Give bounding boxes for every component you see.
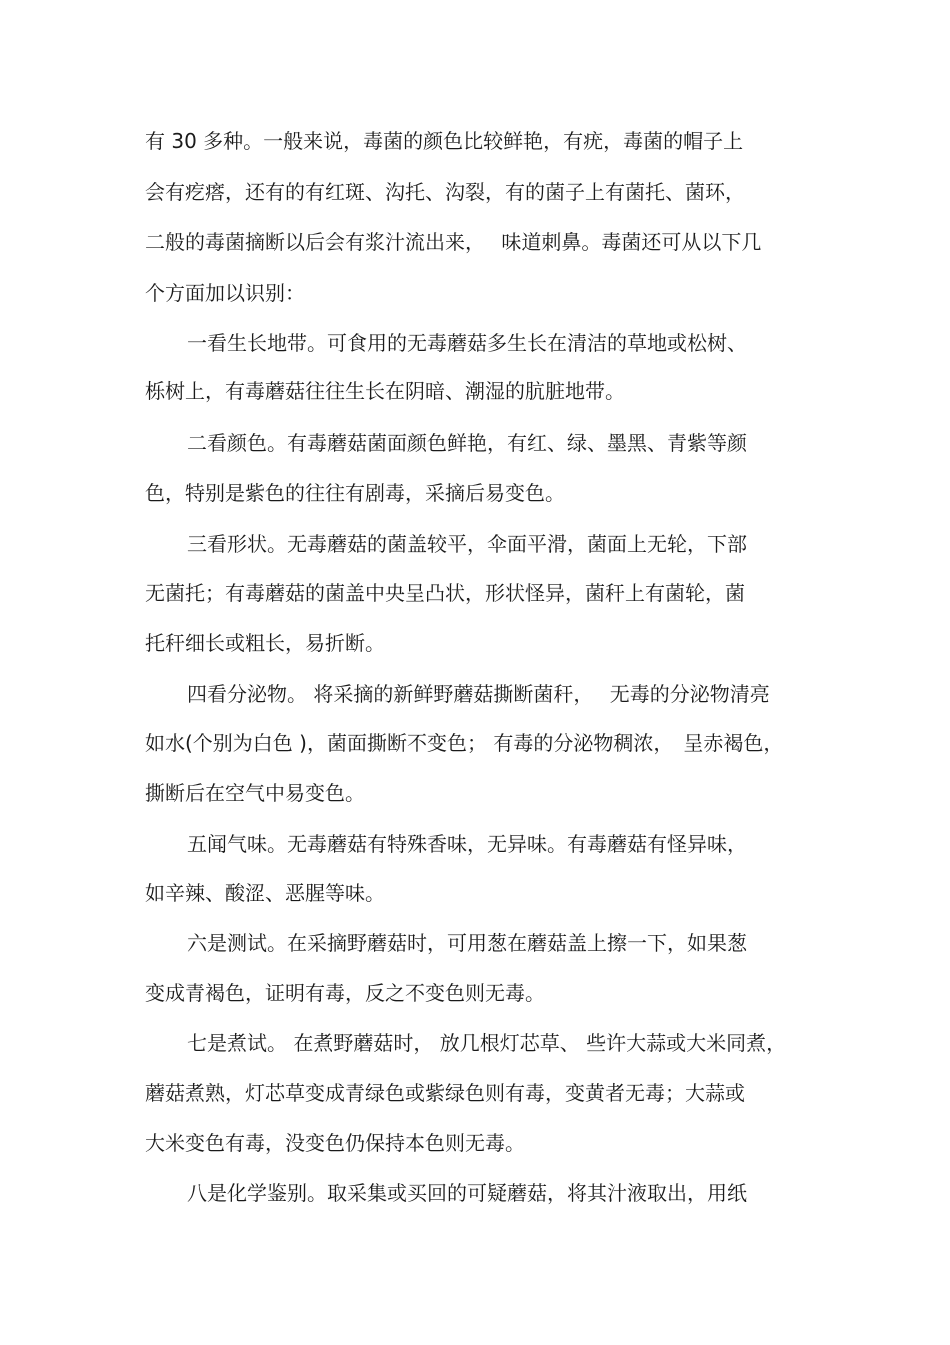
text-line: 如辛辣、酸涩、恶腥等味。 [145, 881, 385, 905]
text-line: 色，特别是紫色的往往有剧毒，采摘后易变色。 [145, 481, 565, 505]
text-line: 大米变色有毒，没变色仍保持本色则无毒。 [145, 1131, 525, 1155]
text-line: 无菌托；有毒蘑菇的菌盖中央呈凸状，形状怪异，菌秆上有菌轮，菌 [145, 581, 745, 605]
text-line: 五闻气味。无毒蘑菇有特殊香味，无异味。有毒蘑菇有怪异味， [187, 832, 747, 856]
text-line: 有 30 多种。一般来说，毒菌的颜色比较鲜艳，有疣，毒菌的帽子上 [145, 129, 744, 153]
text-line: 栎树上，有毒蘑菇往往生长在阴暗、潮湿的肮脏地带。 [145, 379, 625, 403]
text-line: 六是测试。在采摘野蘑菇时，可用葱在蘑菇盖上擦一下，如果葱 [187, 931, 747, 955]
text-line: 三看形状。无毒蘑菇的菌盖较平，伞面平滑，菌面上无轮，下部 [187, 532, 747, 556]
text-line: 会有疙瘩，还有的有红斑、沟托、沟裂，有的菌子上有菌托、菌环， [145, 180, 745, 204]
text-line: 七是煮试。 在煮野蘑菇时， 放几根灯芯草、 些许大蒜或大米同煮， [187, 1031, 787, 1055]
text-line: 二般的毒菌摘断以后会有浆汁流出来， 味道刺鼻。毒菌还可从以下几 [145, 230, 762, 254]
text-line: 如水(个别为白色 )，菌面撕断不变色； 有毒的分泌物稠浓， 呈赤褐色， [145, 731, 784, 755]
text-line: 四看分泌物。 将采摘的新鲜野蘑菇撕断菌秆， 无毒的分泌物清亮 [187, 682, 770, 706]
text-line: 变成青褐色，证明有毒，反之不变色则无毒。 [145, 981, 545, 1005]
text-line: 蘑菇煮熟，灯芯草变成青绿色或紫绿色则有毒，变黄者无毒；大蒜或 [145, 1081, 745, 1105]
text-line: 托秆细长或粗长，易折断。 [145, 631, 385, 655]
text-line: 八是化学鉴别。取采集或买回的可疑蘑菇，将其汁液取出，用纸 [187, 1181, 747, 1205]
text-line: 二看颜色。有毒蘑菇菌面颜色鲜艳，有红、绿、墨黑、青紫等颜 [187, 431, 747, 455]
text-line: 个方面加以识别： [145, 281, 305, 305]
text-line: 一看生长地带。可食用的无毒蘑菇多生长在清洁的草地或松树、 [187, 331, 747, 355]
text-line: 撕断后在空气中易变色。 [145, 781, 365, 805]
